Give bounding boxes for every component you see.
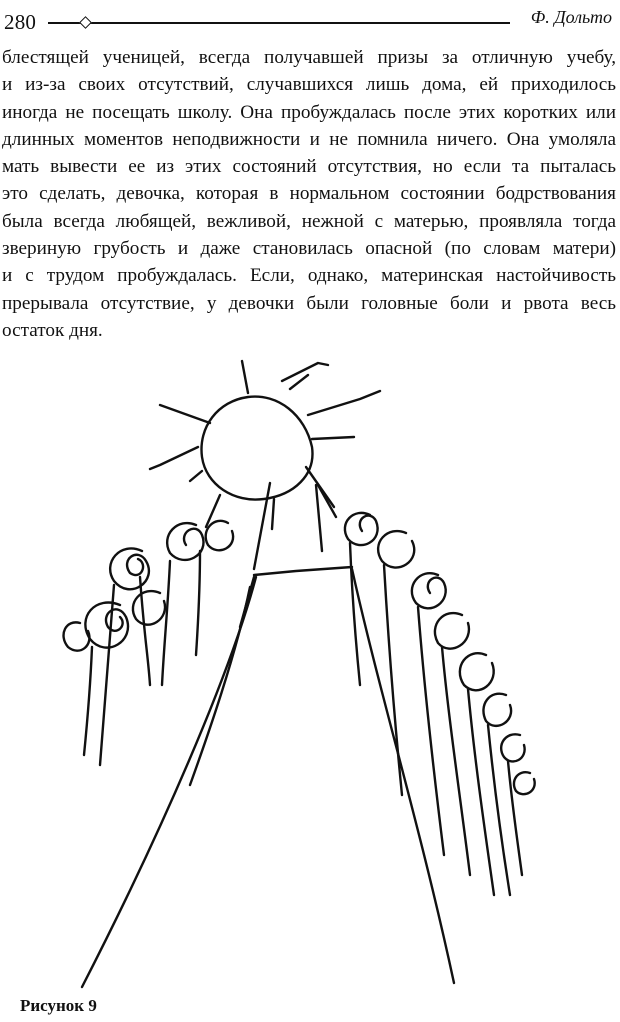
sun-ray <box>150 447 198 469</box>
stem <box>100 585 114 765</box>
body-paragraph <box>2 44 616 344</box>
text-line: и с трудом пробуждалась. Если, однако, материнская настойчивость <box>2 265 616 287</box>
flower <box>110 548 149 589</box>
flower <box>206 521 233 550</box>
flower <box>460 653 494 690</box>
light-beam <box>316 485 322 551</box>
text-line: и из-за своих отсутствий, случавшихся лишь дома, ей приходилось <box>2 74 616 96</box>
text-line: это сделать, девочка, которая в нормальном состоянии бодрствования <box>2 183 616 205</box>
stem <box>468 689 494 895</box>
road-left-edge <box>82 577 256 987</box>
stem <box>384 565 402 795</box>
stem <box>442 647 470 875</box>
stem <box>196 551 200 655</box>
stem <box>350 543 360 685</box>
figure-caption: Рисунок 9 <box>20 996 97 1015</box>
flower <box>483 694 511 726</box>
flower <box>435 613 469 649</box>
light-beam <box>254 483 270 569</box>
sun-circle <box>201 397 312 500</box>
road-right-edge <box>352 569 454 983</box>
figure-drawing <box>50 355 550 995</box>
sun-ray <box>160 405 210 423</box>
text-line: длинных моментов неподвижности и не помнила ничего. Она умоляла <box>2 128 616 150</box>
flower <box>133 591 165 625</box>
header-ornament-icon <box>79 16 92 29</box>
sun-ray <box>308 391 380 415</box>
child-drawing-image <box>50 355 550 995</box>
sun-ray <box>272 499 274 529</box>
text-line: мать вывести ее из этих состояний отсутствия, но если та пыталась <box>2 156 616 178</box>
header-rule <box>48 22 510 24</box>
text-line: остаток дня. <box>2 319 103 341</box>
flower <box>501 734 524 761</box>
flower <box>85 603 128 648</box>
sun-ray <box>312 437 354 439</box>
page-number: 280 <box>4 10 37 34</box>
stem <box>84 647 92 755</box>
running-head: Ф. Дольто <box>530 7 612 27</box>
flower <box>167 523 203 560</box>
flower <box>345 513 378 545</box>
sun-ray <box>242 361 248 393</box>
text-line: иногда не посещать школу. Она пробуждалась после этих коротких или <box>2 101 616 123</box>
text-line: звериную грубость и даже становилась опасной (по словам матери) <box>2 238 616 260</box>
page-header <box>0 4 620 34</box>
road-left-tick <box>240 577 254 627</box>
road-far-edge <box>254 567 352 575</box>
sun-ray <box>318 485 336 517</box>
text-line: блестящей ученицей, всегда получавшей призы за отличную учебу, <box>2 47 616 68</box>
flower <box>412 573 446 608</box>
flower <box>378 531 414 567</box>
text-line: прерывала отсутствие, у девочки были головные боли и рвота весь <box>2 292 616 314</box>
flower <box>514 772 535 794</box>
sun-ray <box>190 471 202 481</box>
sun-ray <box>290 375 308 389</box>
text-line: была всегда любящей, вежливой, нежной с матерью, проявляла тогда <box>2 210 616 232</box>
stem <box>162 561 170 685</box>
